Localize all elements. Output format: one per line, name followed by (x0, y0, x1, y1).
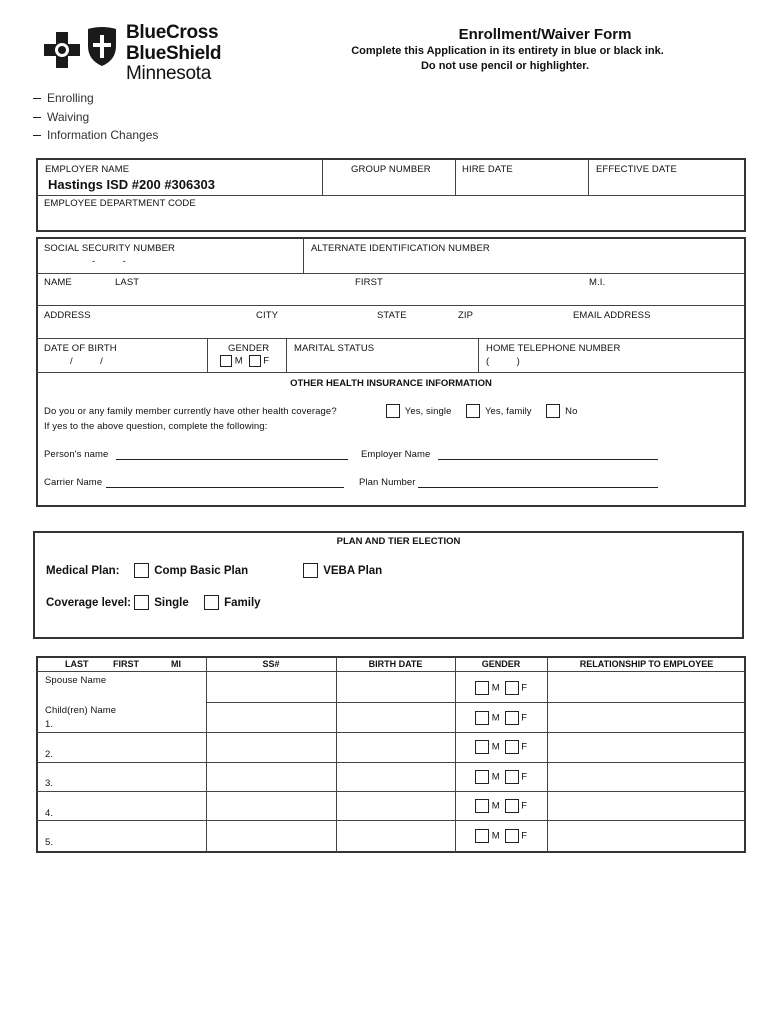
gender-f-checkbox[interactable] (505, 711, 519, 725)
gender-m-checkbox[interactable] (475, 829, 489, 843)
child-1-label: 1. (45, 719, 54, 730)
plan-heading: PLAN AND TIER ELECTION (336, 536, 461, 547)
spouse-name-label: Spouse Name (45, 675, 107, 686)
zip-label: ZIP (458, 310, 474, 321)
gender-row-child-4: M F (475, 799, 527, 813)
gender-f-checkbox[interactable] (505, 740, 519, 754)
header-relationship: RELATIONSHIP TO EMPLOYEE (579, 659, 714, 669)
logo-line-2: BlueShield (126, 43, 222, 64)
gender-m-checkbox[interactable] (475, 711, 489, 725)
gender-row-child-1: M F (475, 711, 527, 725)
header-ss: SS# (262, 659, 280, 669)
blue-shield-icon (86, 26, 118, 68)
gender-f-checkbox[interactable] (505, 770, 519, 784)
yes-family-checkbox[interactable] (466, 404, 480, 418)
dependents-table (36, 656, 746, 853)
header-mi: MI (171, 659, 181, 669)
gender-f-checkbox[interactable] (505, 829, 519, 843)
gender-f-checkbox[interactable] (505, 799, 519, 813)
status-options (33, 91, 158, 147)
header-first: FIRST (113, 659, 139, 669)
last-name-label: LAST (115, 277, 140, 288)
marital-status-label: MARITAL STATUS (294, 343, 375, 354)
other-insurance-heading: OTHER HEALTH INSURANCE INFORMATION (290, 378, 492, 389)
yes-single-checkbox[interactable] (386, 404, 400, 418)
plan-election-section (33, 531, 744, 639)
header-gender: GENDER (481, 659, 521, 669)
coverage-level-label: Coverage level: (46, 597, 132, 609)
child-2-label: 2. (45, 749, 54, 760)
ssn-format[interactable]: - - (92, 256, 126, 267)
form-instructions-2: Do not use pencil or highlighter. (420, 60, 590, 72)
gender-m-checkbox[interactable] (475, 681, 489, 695)
dob-format[interactable]: / / (70, 356, 103, 367)
logo-line-1: BlueCross (126, 22, 219, 43)
gender-row-child-2: M F (475, 740, 527, 754)
family-coverage-checkbox[interactable] (204, 595, 219, 610)
medical-plan-options: Comp Basic Plan (134, 563, 248, 578)
department-code-label: EMPLOYEE DEPARTMENT CODE (44, 198, 196, 209)
city-label: CITY (256, 310, 279, 321)
gender-label: GENDER (228, 343, 270, 354)
coverage-level-options: Single Family (134, 595, 261, 610)
status-enrolling[interactable]: Enrolling (33, 91, 158, 110)
address-label: ADDRESS (44, 310, 91, 321)
person-name-label: Person's name (44, 449, 109, 460)
gender-f-checkbox[interactable] (505, 681, 519, 695)
home-phone-format[interactable]: ( ) (486, 356, 520, 367)
group-number-label: GROUP NUMBER (351, 164, 431, 175)
dob-label: DATE OF BIRTH (44, 343, 117, 354)
gender-m-checkbox[interactable] (475, 770, 489, 784)
status-information-changes[interactable]: Information Changes (33, 128, 158, 147)
logo-line-3: Minnesota (126, 63, 211, 84)
first-name-label: FIRST (355, 277, 383, 288)
other-coverage-options: Yes, single Yes, family No (386, 404, 578, 418)
no-checkbox[interactable] (546, 404, 560, 418)
gender-m-checkbox[interactable] (220, 355, 232, 367)
gender-row-child-3: M F (475, 770, 527, 784)
gender-m-checkbox[interactable] (475, 799, 489, 813)
veba-plan-option: VEBA Plan (303, 563, 382, 578)
gender-options: M F (220, 355, 269, 367)
comp-basic-plan-checkbox[interactable] (134, 563, 149, 578)
header-last: LAST (65, 659, 89, 669)
gender-m-checkbox[interactable] (475, 740, 489, 754)
header-birth-date: BIRTH DATE (368, 659, 423, 669)
gender-row-spouse: M F (475, 681, 527, 695)
child-3-label: 3. (45, 778, 54, 789)
blue-cross-icon (42, 30, 82, 70)
gender-row-child-5: M F (475, 829, 527, 843)
employer-name-label: EMPLOYER NAME (45, 164, 130, 175)
child-5-label: 5. (45, 837, 54, 848)
email-label: EMAIL ADDRESS (573, 310, 651, 321)
home-phone-label: HOME TELEPHONE NUMBER (486, 343, 621, 354)
gender-f-checkbox[interactable] (249, 355, 261, 367)
plan-number-line[interactable] (418, 475, 658, 488)
form-instructions-1: Complete this Application in its entirety in blue or black ink. (351, 45, 664, 57)
name-label: NAME (44, 277, 72, 288)
plan-number-label: Plan Number (359, 477, 416, 488)
veba-plan-checkbox[interactable] (303, 563, 318, 578)
other-coverage-question: Do you or any family member currently have other health coverage? (44, 406, 337, 417)
employer-name-other-line[interactable] (438, 447, 658, 460)
state-label: STATE (377, 310, 407, 321)
status-waiving[interactable]: Waiving (33, 110, 158, 129)
carrier-name-label: Carrier Name (44, 477, 103, 488)
children-name-label: Child(ren) Name (45, 705, 117, 716)
hire-date-label: HIRE DATE (462, 164, 513, 175)
medical-plan-label: Medical Plan: (46, 565, 120, 577)
carrier-name-line[interactable] (106, 475, 344, 488)
mi-label: M.I. (589, 277, 606, 288)
employer-name-value[interactable]: Hastings ISD #200 #306303 (48, 177, 215, 192)
employer-name-other-label: Employer Name (361, 449, 431, 460)
ssn-label: SOCIAL SECURITY NUMBER (44, 243, 176, 254)
bcbs-logo (42, 24, 242, 84)
single-coverage-checkbox[interactable] (134, 595, 149, 610)
alt-id-label: ALTERNATE IDENTIFICATION NUMBER (311, 243, 490, 254)
child-4-label: 4. (45, 808, 54, 819)
form-title: Enrollment/Waiver Form (458, 26, 632, 43)
effective-date-label: EFFECTIVE DATE (596, 164, 677, 175)
other-coverage-followup: If yes to the above question, complete the following: (44, 421, 268, 432)
person-name-line[interactable] (116, 447, 348, 460)
